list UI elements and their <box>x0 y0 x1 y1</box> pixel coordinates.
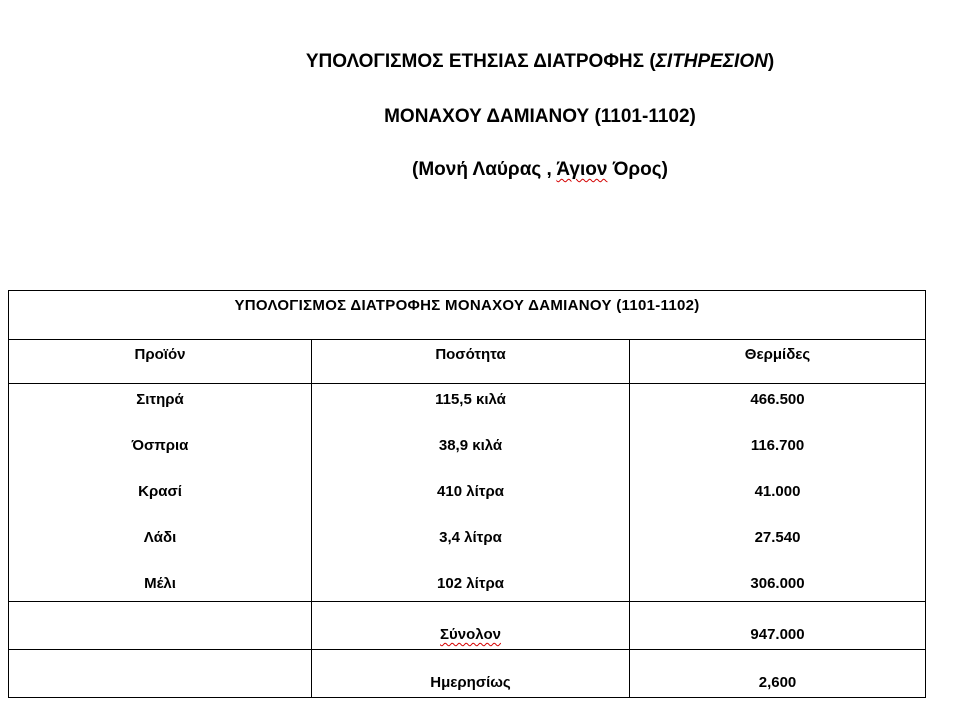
table-row <box>9 522 926 568</box>
location-text: (Μονή Λαύρας , <box>412 159 557 180</box>
quantity-cell: 410 λίτρα <box>312 476 630 522</box>
total-label: Σύνολον <box>440 626 501 643</box>
daily-value: 2,600 <box>630 650 926 698</box>
table-row <box>9 568 926 602</box>
product-cell: Όσπρια <box>9 430 312 476</box>
product-cell: Σιτηρά <box>9 384 312 430</box>
diet-table <box>8 290 926 698</box>
total-value: 947.000 <box>630 602 926 650</box>
calories-cell: 41.000 <box>630 476 926 522</box>
document-title-line-2: ΜΟΝΑΧΟΥ ΔΑΜΙΑΝΟΥ (1101-1102) <box>384 106 696 127</box>
quantity-cell: 102 λίτρα <box>312 568 630 602</box>
table-title-row <box>9 291 926 340</box>
document-title-line-1 <box>60 50 960 74</box>
calories-cell: 116.700 <box>630 430 926 476</box>
table-row <box>9 476 926 522</box>
empty-cell <box>9 650 312 698</box>
column-header-product: Προϊόν <box>9 340 312 384</box>
column-header-quantity: Ποσότητα <box>312 340 630 384</box>
calories-cell: 306.000 <box>630 568 926 602</box>
product-cell: Κρασί <box>9 476 312 522</box>
column-header-calories: Θερμίδες <box>630 340 926 384</box>
quantity-cell: 115,5 κιλά <box>312 384 630 430</box>
product-cell: Λάδι <box>9 522 312 568</box>
quantity-cell: 3,4 λίτρα <box>312 522 630 568</box>
calories-cell: 466.500 <box>630 384 926 430</box>
total-row <box>9 602 926 650</box>
empty-cell <box>9 602 312 650</box>
table-row <box>9 384 926 430</box>
spellcheck-underlined-word: Άγιον <box>556 159 608 180</box>
document-subtitle-location <box>60 158 960 182</box>
daily-row <box>9 650 926 698</box>
daily-label: Ημερησίως <box>312 650 630 698</box>
table-title: ΥΠΟΛΟΓΙΣΜΟΣ ΔΙΑΤΡΟΦΗΣ ΜΟΝΑΧΟΥ ΔΑΜΙΑΝΟΥ (1101-1102) <box>9 291 926 340</box>
title-text: ΥΠΟΛΟΓΙΣΜΟΣ ΕΤΗΣΙΑΣ ΔΙΑΤΡΟΦΗΣ ( <box>305 51 656 72</box>
table-header-row <box>9 340 926 384</box>
total-label-cell <box>312 602 630 650</box>
table-row <box>9 430 926 476</box>
title-italic-term: ΣΙΤΗΡΕΣΙΟΝ <box>655 51 768 72</box>
calories-cell: 27.540 <box>630 522 926 568</box>
title-closing-paren: ) <box>767 51 775 72</box>
location-text-end: Όρος) <box>607 159 668 180</box>
quantity-cell: 38,9 κιλά <box>312 430 630 476</box>
product-cell: Μέλι <box>9 568 312 602</box>
